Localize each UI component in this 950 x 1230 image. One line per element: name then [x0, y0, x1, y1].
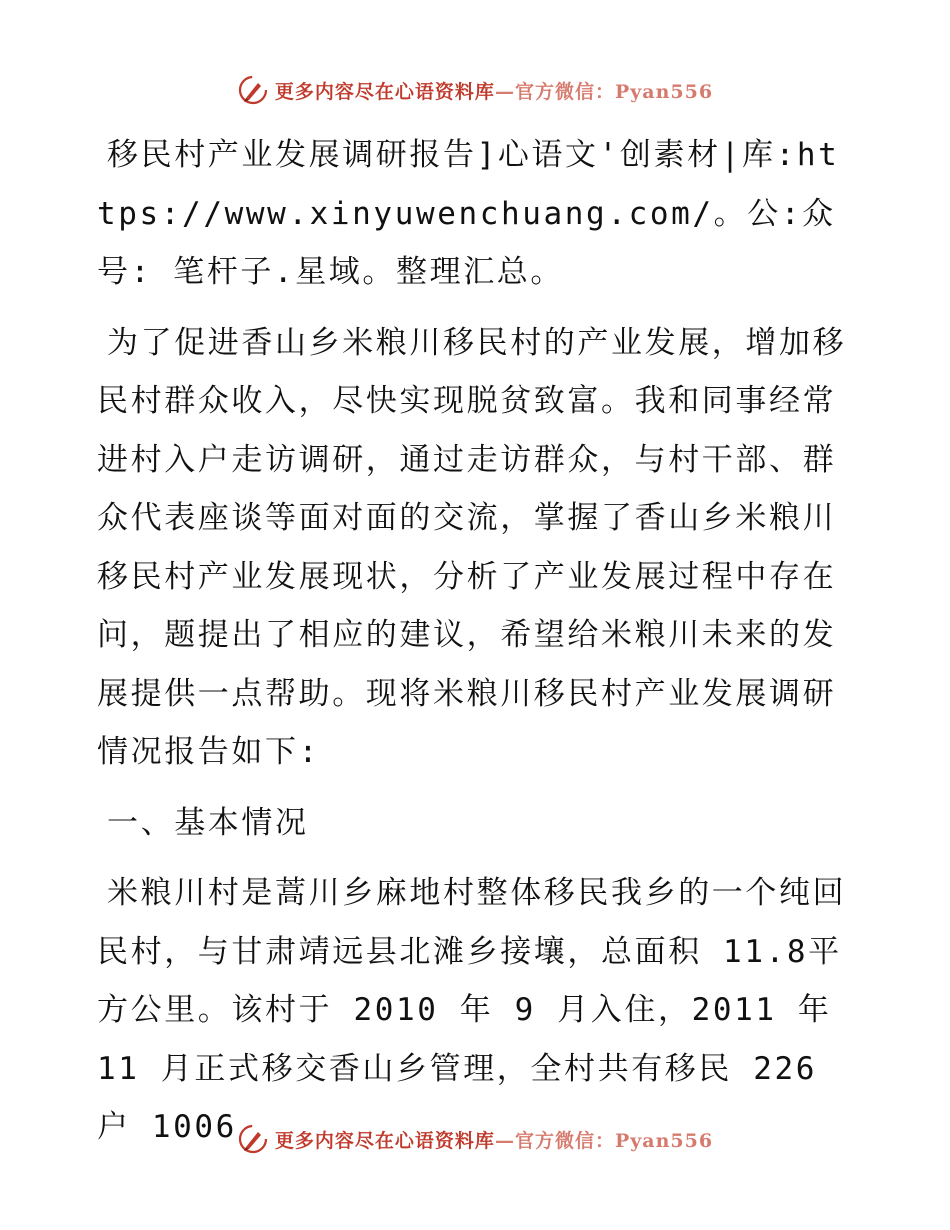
banner-text: 更多内容尽在心语资料库—官方微信：Pyan556: [274, 1129, 714, 1152]
pen-logo-icon: [237, 74, 269, 106]
footer-banner: [0, 1121, 950, 1157]
header-banner: [0, 72, 950, 108]
paragraph-basic-info: 米粮川村是蒿川乡麻地村整体移民我乡的一个纯回民村，与甘肃靖远县北滩乡接壤，总面积 11.8平方公里。该村于 2010 年 9 月入住，2011 年 11 月正式移交香山乡管理，全村共有移民 226 户 1006: [97, 875, 847, 1145]
paragraph-purpose: 为了促进香山乡米粮川移民村的产业发展，增加移民村群众收入，尽快实现脱贫致富。我和同事经常进村入户走访调研，通过走访群众，与村干部、群众代表座谈等面对面的交流，掌握了香山乡米粮川移民村产业发展现状，分析了产业发展过程中存在问，题提出了相应的建议，希望给米粮川未来的发展提供一点帮助。现将米粮川移民村产业发展调研情况报告如下:: [97, 324, 847, 770]
paragraph-intro: 移民村产业发展调研报告]心语文'创素材|库:https://www.xinyuwenchuang.com/。公:众号: 笔杆子.星域。整理汇总。: [97, 137, 840, 290]
document-body: [97, 126, 857, 1169]
pen-logo-icon: [237, 1123, 269, 1155]
section-heading: 一、基本情况: [107, 804, 309, 841]
banner-text: 更多内容尽在心语资料库—官方微信：Pyan556: [274, 80, 714, 103]
